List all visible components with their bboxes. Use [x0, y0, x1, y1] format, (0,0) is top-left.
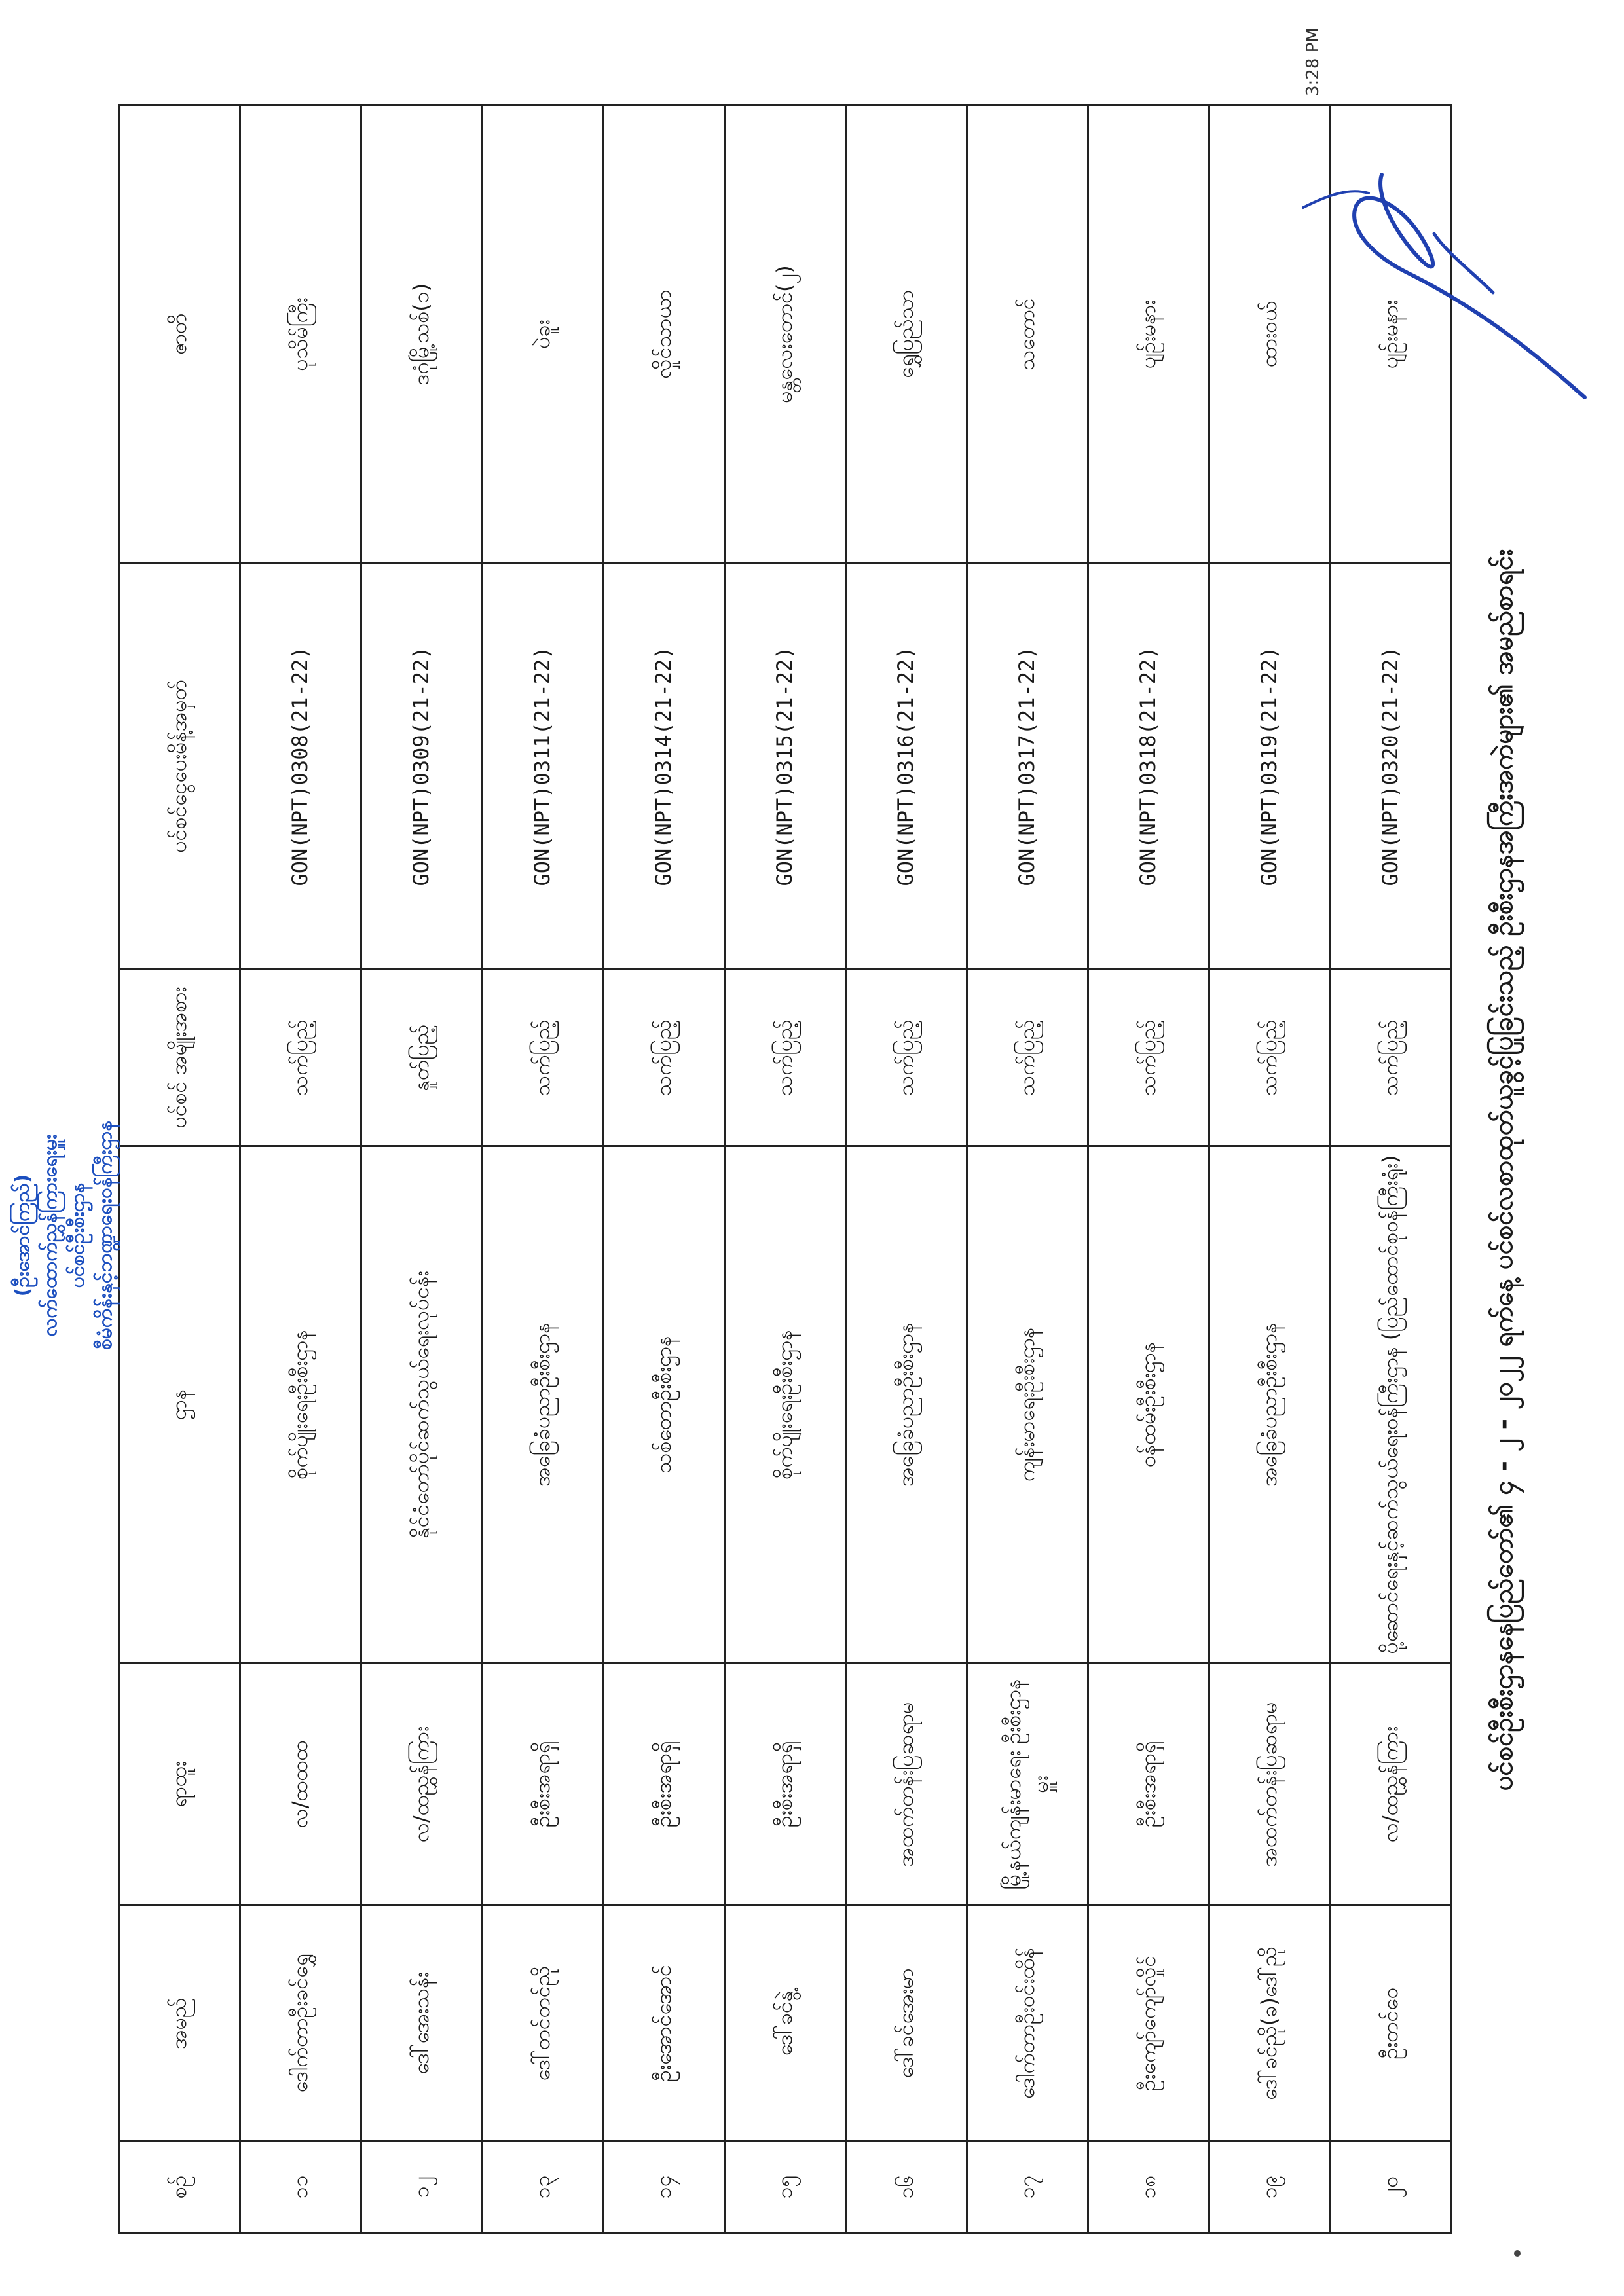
native-town: ထားဝယ် [1209, 105, 1331, 564]
permit-number: GON(NPT)0308(21-22) [240, 564, 361, 970]
table-row [361, 105, 483, 2233]
pension-type: နှုတ်ပြည့် [361, 970, 483, 1146]
rank: အထက်တန်းပြဆရာမ [1209, 1664, 1331, 1906]
row-number: ၁၅ [725, 2141, 846, 2233]
document-title: ပင်စင်ဦးစီးဌာနနေပြည်တော်၏ ၄ - ၂ - ၂၀၂၂ ရက်နေ့ ပင်စင်လစာထုတ်ယူခွင့်ပြုခြင်းသည့် ဦးစီးဌာနအကြီးအကဲများ၏ အမည်စာရင်း [1488, 549, 1519, 1791]
permit-number: GON(NPT)0319(21-22) [1209, 564, 1331, 970]
print-time: 3:28 PM [1303, 27, 1323, 96]
pension-type: သက်ပြည့် [725, 970, 846, 1146]
person-name: ဒေါ်ခင်ညို(ခ)ဒေါ်ညို [1209, 1906, 1331, 2141]
column-header: ပင်စင် အမျိုးအစား [119, 970, 240, 1146]
permit-number: GON(NPT)0309(21-22) [361, 564, 483, 970]
table-row [1331, 105, 1452, 2233]
native-town: ဒဂုံမြို့သစ်(၁) [361, 105, 483, 564]
permit-number: GON(NPT)0317(21-22) [967, 564, 1088, 970]
column-header: ရာထူး [119, 1664, 240, 1906]
permit-number: GON(NPT)0318(21-22) [1088, 564, 1209, 970]
row-number: ၁၄ [604, 2141, 725, 2233]
person-name: ဒေါ်ခင်အေးမာ [846, 1906, 967, 2141]
table-row [1088, 105, 1209, 2233]
permit-number: GON(NPT)0314(21-22) [604, 564, 725, 970]
person-name: ဒေါ်တင်တင်ညို [483, 1906, 604, 2141]
row-number: ၁၂ [361, 2141, 483, 2233]
row-number: ၂၀ [1331, 2141, 1452, 2233]
rank: အထက်တန်းပြဆရာမ [846, 1664, 967, 1906]
stamp-name: (ဦးအောင်ကြည်) [11, 1174, 34, 1297]
rank: လ/ထညွှန်ကြား [1331, 1664, 1452, 1906]
person-name: ဒေါက်တာဦးဝင်းထိန် [967, 1906, 1088, 2141]
table-row [1209, 105, 1331, 2233]
handwritten-signature [1277, 149, 1604, 424]
department: ပို့ဆောင်ရေးနှင့်ဆက်သွယ်ရေးဝန်ကြီးဌာန (ပြည်ထောင်စုဝန်ကြီးရုံး) [1331, 1146, 1452, 1664]
row-number: ၁၇ [967, 2141, 1088, 2233]
table-row [483, 105, 604, 2233]
person-name: ဦးကျော်ကျော်လှိုင် [1088, 1906, 1209, 2141]
pension-type: သက်ပြည့် [604, 970, 725, 1146]
table-header-row [119, 105, 240, 2233]
native-town: ရွှေပြည်သာ [846, 105, 967, 564]
permit-number: GON(NPT)0316(21-22) [846, 564, 967, 970]
person-name: ဦးတင်ဝေ [1331, 1906, 1452, 2141]
stamp-department: ပင်စင်ဦးစီးဌာန [66, 1182, 89, 1288]
native-town: ပျဉ်းမနား [1088, 105, 1209, 564]
column-header: ပင်စင်ငွေပေးမိန့်အမှတ် [119, 564, 240, 970]
rank: ဦးစီးအရာရှိ [483, 1664, 604, 1906]
department: စိုက်ပျိုးရေးဦးစီးဌာန [240, 1146, 361, 1664]
pension-type: သက်ပြည့် [846, 970, 967, 1146]
row-number: ၁၈ [1088, 2141, 1209, 2233]
person-name: ဦးအောင်အောင် [604, 1906, 725, 2141]
person-name: ဒေါ်အေးသန်း [361, 1906, 483, 2141]
column-header: ဇာတိ [119, 105, 240, 564]
table-row [725, 105, 846, 2233]
rank: ဦးစီးအရာရှိ [1088, 1664, 1209, 1906]
table-row [967, 105, 1088, 2233]
permit-number: GON(NPT)0320(21-22) [1331, 564, 1452, 970]
native-town: ပျဉ်းမနား [1331, 105, 1452, 564]
table-row [604, 105, 725, 2233]
table-row [846, 105, 967, 2233]
native-town: လှိုင်သာယာ [604, 105, 725, 564]
rank: လ/ထထထ [240, 1664, 361, 1906]
person-name: ဒေါက်တာဦးခင်ရွှေ [240, 1906, 361, 2141]
person-name: ဒေါ်ခင်နွဲ့ [725, 1906, 846, 2141]
pension-table [118, 104, 1452, 2234]
column-header: ဌာန [119, 1146, 240, 1664]
native-town: မန္တလေးတောင်(၂) [725, 105, 846, 564]
department: အခြေခံပညာဦးစီးဌာန [1209, 1146, 1331, 1664]
rank: လ/ထညွှန်ကြား [361, 1664, 483, 1906]
column-header: စဉ် [119, 2141, 240, 2233]
native-town: ပဲခူး [483, 105, 604, 564]
column-header: အမည် [119, 1906, 240, 2141]
pension-type: သက်ပြည့် [1331, 970, 1452, 1146]
pension-type: သက်ပြည့် [967, 970, 1088, 1146]
official-stamp [7, 856, 124, 1615]
row-number: ၁၆ [846, 2141, 967, 2233]
native-town: ပုသိမ်ကြီး [240, 105, 361, 564]
department: သစ်တောဦးစီးဌာန [604, 1146, 725, 1664]
row-number: ၁၁ [240, 2141, 361, 2233]
permit-number: GON(NPT)0311(21-22) [483, 564, 604, 970]
rank: ဦးစီးအရာရှိ [604, 1664, 725, 1906]
rank: မြို့နယ်ကျန်းမာရေး ဦးစီးဌာနမှူး [967, 1664, 1088, 1906]
rank: ဦးစီးအရာရှိ [725, 1664, 846, 1906]
pension-type: သက်ပြည့် [240, 970, 361, 1146]
pension-type: သက်ပြည့် [483, 970, 604, 1146]
row-number: ၁၉ [1209, 2141, 1331, 2233]
pension-type: သက်ပြည့် [1209, 970, 1331, 1146]
table-row [240, 105, 361, 2233]
row-number: ၁၃ [483, 2141, 604, 2233]
department: စိုက်ပျိုးရေးဦးစီးဌာန [725, 1146, 846, 1664]
native-town: သတောင် [967, 105, 1088, 564]
margin-dot [1514, 2250, 1521, 2257]
stamp-ministry: စီမံကိန်းနှင့်ဘဏ္ဍာရေးဝန်ကြီးဌာန [94, 1120, 117, 1351]
department: နိုင်ငံတော်ပိုင်ဆက်သွယ်ရေးလုပ်ငန်း [361, 1146, 483, 1664]
department: အခြေခံပညာဦးစီးဌာန [846, 1146, 967, 1664]
department: ဝန်ထမ်းဦးစီးဌာန [1088, 1146, 1209, 1664]
stamp-rank: လက်ထောက်ညွှန်ကြားရေးမှူး [39, 1134, 62, 1337]
department: အခြေခံပညာဦးစီးဌာန [483, 1146, 604, 1664]
table-body [240, 105, 1452, 2233]
department: ကျန်းမာရေးဦးစီးဌာန [967, 1146, 1088, 1664]
permit-number: GON(NPT)0315(21-22) [725, 564, 846, 970]
pension-type: သက်ပြည့် [1088, 970, 1209, 1146]
